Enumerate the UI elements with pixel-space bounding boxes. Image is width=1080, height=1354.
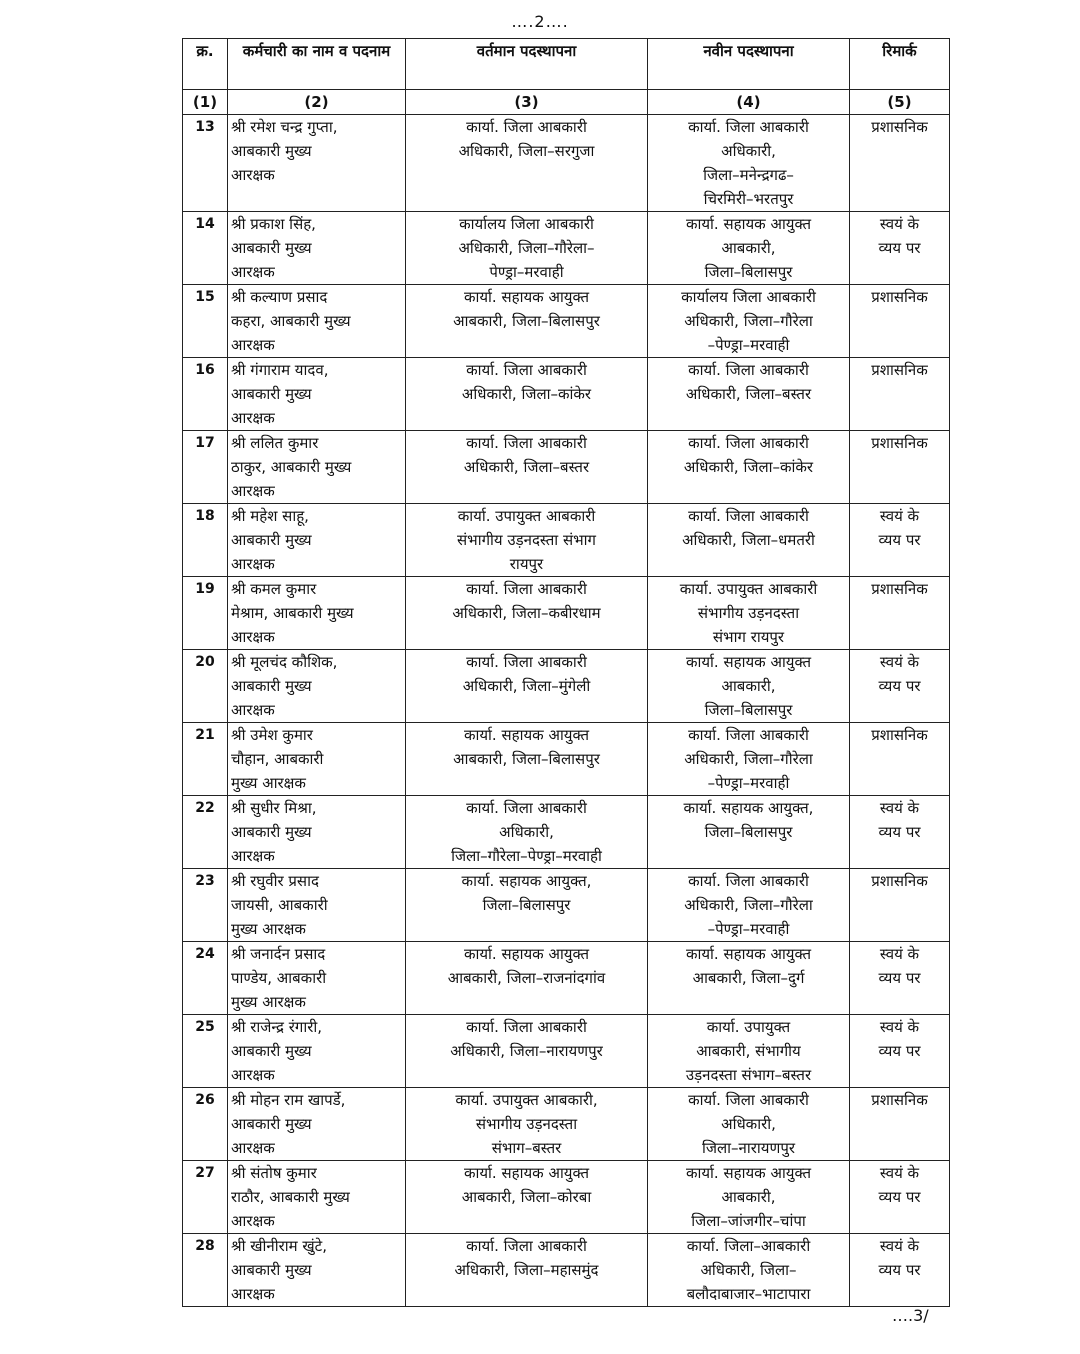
- new-posting-cell-text: कार्यालय जिला आबकारी अधिकारी, जिला–गौरेला –पेण्ड्रा–मरवाही: [681, 288, 816, 354]
- remark-cell: [850, 1234, 950, 1307]
- current-posting-cell: [406, 1234, 648, 1307]
- remark-cell-text: स्वयं के व्यय पर: [878, 1164, 921, 1206]
- remark-cell-text: प्रशासनिक: [871, 872, 928, 890]
- current-posting-cell: [406, 796, 648, 869]
- new-posting-cell-text: कार्या. जिला–आबकारी अधिकारी, जिला– बलौदाबाजार–भाटापारा: [686, 1237, 811, 1303]
- remark-cell-text: प्रशासनिक: [871, 434, 928, 452]
- current-posting-cell: [406, 212, 648, 285]
- serial-number-cell: [183, 796, 228, 869]
- table-row: [183, 1088, 950, 1161]
- remark-cell-text: प्रशासनिक: [871, 361, 928, 379]
- serial-number-cell-text: 27: [195, 1165, 215, 1181]
- serial-number-cell: [183, 1234, 228, 1307]
- employee-name-cell: [228, 723, 406, 796]
- new-posting-cell: [648, 723, 850, 796]
- serial-number-cell: [183, 1161, 228, 1234]
- employee-name-cell-text: श्री उमेश कुमार चौहान, आबकारी मुख्य आरक्षक: [231, 726, 324, 792]
- new-posting-cell: [648, 212, 850, 285]
- remark-cell: [850, 285, 950, 358]
- serial-number-cell: [183, 650, 228, 723]
- employee-name-cell: [228, 942, 406, 1015]
- employee-name-cell: [228, 431, 406, 504]
- employee-name-cell-text: श्री रघुवीर प्रसाद जायसी, आबकारी मुख्य आरक्षक: [231, 872, 328, 938]
- employee-name-cell: [228, 285, 406, 358]
- serial-number-cell-text: 18: [195, 508, 215, 524]
- current-posting-cell-text: कार्या. सहायक आयुक्त आबकारी, जिला–बिलासपुर: [453, 288, 600, 330]
- current-posting-cell-text: कार्या. सहायक आयुक्त, जिला–बिलासपुर: [461, 872, 592, 914]
- serial-number-cell: [183, 285, 228, 358]
- remark-cell-text: स्वयं के व्यय पर: [878, 215, 921, 257]
- current-posting-cell: [406, 650, 648, 723]
- table-row: [183, 723, 950, 796]
- new-posting-cell: [648, 115, 850, 212]
- employee-name-cell-text: श्री सुधीर मिश्रा, आबकारी मुख्य आरक्षक: [231, 799, 317, 865]
- new-posting-cell: [648, 504, 850, 577]
- current-posting-cell: [406, 1161, 648, 1234]
- table-row: [183, 431, 950, 504]
- new-posting-cell: [648, 1234, 850, 1307]
- table-row: [183, 650, 950, 723]
- table-row: [183, 358, 950, 431]
- serial-number-cell: [183, 431, 228, 504]
- employee-name-cell: [228, 358, 406, 431]
- current-posting-cell-text: कार्या. सहायक आयुक्त आबकारी, जिला–बिलासपुर: [453, 726, 600, 768]
- remark-cell-text: स्वयं के व्यय पर: [878, 1018, 921, 1060]
- remark-cell: [850, 1088, 950, 1161]
- new-posting-cell-text: कार्या. सहायक आयुक्त आबकारी, जिला–बिलासपुर: [685, 215, 812, 281]
- serial-number-cell-text: 21: [195, 727, 215, 743]
- column-number-row: [183, 90, 950, 115]
- remark-cell: [850, 1161, 950, 1234]
- serial-number-cell-text: 24: [195, 946, 215, 962]
- current-posting-cell-text: कार्या. जिला आबकारी अधिकारी, जिला–कांकेर: [461, 361, 592, 403]
- current-posting-cell: [406, 723, 648, 796]
- transfer-table: [182, 38, 950, 1307]
- employee-name-cell: [228, 650, 406, 723]
- new-posting-cell-text: कार्या. उपायुक्त आबकारी संभागीय उड़नदस्ता संभाग रायपुर: [679, 580, 818, 646]
- current-posting-cell: [406, 285, 648, 358]
- employee-name-cell: [228, 1088, 406, 1161]
- serial-number-cell-text: 13: [195, 119, 215, 135]
- table-row: [183, 1015, 950, 1088]
- remark-cell: [850, 358, 950, 431]
- employee-name-cell-text: श्री कल्याण प्रसाद कहरा, आबकारी मुख्य आरक्षक: [231, 288, 351, 354]
- remark-cell: [850, 431, 950, 504]
- serial-number-cell: [183, 1088, 228, 1161]
- table-row: [183, 869, 950, 942]
- employee-name-cell-text: श्री प्रकाश सिंह, आबकारी मुख्य आरक्षक: [231, 215, 316, 281]
- remark-cell-text: स्वयं के व्यय पर: [878, 799, 921, 841]
- current-posting-cell: [406, 577, 648, 650]
- remark-cell: [850, 796, 950, 869]
- header-current-posting: वर्तमान पदस्थापना: [406, 39, 648, 90]
- employee-name-cell-text: श्री खीनीराम खुंटे, आबकारी मुख्य आरक्षक: [231, 1237, 327, 1303]
- new-posting-cell: [648, 796, 850, 869]
- new-posting-cell-text: कार्या. सहायक आयुक्त आबकारी, जिला–जांजगीर–चांपा: [685, 1164, 812, 1230]
- remark-cell: [850, 115, 950, 212]
- current-posting-cell: [406, 115, 648, 212]
- header-serial: क्र.: [183, 39, 228, 90]
- remark-cell: [850, 869, 950, 942]
- remark-cell-text: स्वयं के व्यय पर: [878, 653, 921, 695]
- table-row: [183, 1234, 950, 1307]
- employee-name-cell-text: श्री गंगाराम यादव, आबकारी मुख्य आरक्षक: [231, 361, 329, 427]
- table-row: [183, 796, 950, 869]
- new-posting-cell-text: कार्या. सहायक आयुक्त आबकारी, जिला–बिलासपुर: [685, 653, 812, 719]
- new-posting-cell: [648, 1015, 850, 1088]
- header-new-posting: नवीन पदस्थापना: [648, 39, 850, 90]
- employee-name-cell-text: श्री मूलचंद कौशिक, आबकारी मुख्य आरक्षक: [231, 653, 338, 719]
- serial-number-cell-text: 16: [195, 362, 215, 378]
- serial-number-cell: [183, 723, 228, 796]
- serial-number-cell-text: 20: [195, 654, 215, 670]
- employee-name-cell: [228, 577, 406, 650]
- employee-name-cell: [228, 1015, 406, 1088]
- new-posting-cell-text: कार्या. जिला आबकारी अधिकारी, जिला–धमतरी: [682, 507, 815, 549]
- table-row: [183, 577, 950, 650]
- remark-cell-text: प्रशासनिक: [871, 726, 928, 744]
- employee-name-cell-text: श्री कमल कुमार मेश्राम, आबकारी मुख्य आरक्षक: [231, 580, 354, 646]
- new-posting-cell: [648, 869, 850, 942]
- remark-cell: [850, 504, 950, 577]
- remark-cell-text: प्रशासनिक: [871, 288, 928, 306]
- current-posting-cell-text: कार्या. जिला आबकारी अधिकारी, जिला–कबीरधाम: [452, 580, 601, 622]
- employee-name-cell: [228, 1234, 406, 1307]
- serial-number-cell-text: 25: [195, 1019, 215, 1035]
- header-remark: रिमार्क: [850, 39, 950, 90]
- new-posting-cell-text: कार्या. उपायुक्त आबकारी, संभागीय उड़नदस्ता संभाग–बस्तर: [685, 1018, 812, 1084]
- employee-name-cell: [228, 1161, 406, 1234]
- current-posting-cell: [406, 358, 648, 431]
- table-row: [183, 285, 950, 358]
- employee-name-cell-text: श्री राजेन्द्र रंगारी, आबकारी मुख्य आरक्षक: [231, 1018, 323, 1084]
- new-posting-cell: [648, 577, 850, 650]
- current-posting-cell: [406, 869, 648, 942]
- new-posting-cell-text: कार्या. जिला आबकारी अधिकारी, जिला–गौरेला –पेण्ड्रा–मरवाही: [684, 726, 813, 792]
- remark-cell: [850, 942, 950, 1015]
- remark-cell-text: प्रशासनिक: [871, 580, 928, 598]
- employee-name-cell-text: श्री ललित कुमार ठाकुर, आबकारी मुख्य आरक्षक: [231, 434, 352, 500]
- new-posting-cell: [648, 942, 850, 1015]
- new-posting-cell-text: कार्या. जिला आबकारी अधिकारी, जिला–मनेन्द्रगढ– चिरमिरी–भरतपुर: [688, 118, 809, 208]
- serial-number-cell: [183, 942, 228, 1015]
- current-posting-cell-text: कार्या. सहायक आयुक्त आबकारी, जिला–कोरबा: [461, 1164, 592, 1206]
- serial-number-cell-text: 22: [195, 800, 215, 816]
- serial-number-cell-text: 28: [195, 1238, 215, 1254]
- current-posting-cell-text: कार्या. जिला आबकारी अधिकारी, जिला–महासमुंद: [454, 1237, 599, 1279]
- current-posting-cell-text: कार्या. जिला आबकारी अधिकारी, जिला–गौरेला–पेण्ड्रा–मरवाही: [451, 799, 602, 865]
- employee-name-cell-text: श्री महेश साहू, आबकारी मुख्य आरक्षक: [231, 507, 312, 573]
- employee-name-cell: [228, 869, 406, 942]
- remark-cell-text: स्वयं के व्यय पर: [878, 507, 921, 549]
- new-posting-cell-text: कार्या. जिला आबकारी अधिकारी, जिला–गौरेला –पेण्ड्रा–मरवाही: [684, 872, 813, 938]
- remark-cell: [850, 650, 950, 723]
- table-row: [183, 212, 950, 285]
- new-posting-cell: [648, 431, 850, 504]
- current-posting-cell: [406, 1088, 648, 1161]
- serial-number-cell: [183, 577, 228, 650]
- current-posting-cell: [406, 942, 648, 1015]
- table-row: [183, 115, 950, 212]
- header-employee-name: कर्मचारी का नाम व पदनाम: [228, 39, 406, 90]
- table-row: [183, 942, 950, 1015]
- serial-number-cell-text: 14: [195, 216, 215, 232]
- remark-cell-text: प्रशासनिक: [871, 1091, 928, 1109]
- current-posting-cell-text: कार्या. सहायक आयुक्त आबकारी, जिला–राजनांदगांव: [447, 945, 606, 987]
- remark-cell-text: स्वयं के व्यय पर: [878, 1237, 921, 1279]
- employee-name-cell: [228, 504, 406, 577]
- serial-number-cell-text: 17: [195, 435, 215, 451]
- employee-name-cell: [228, 796, 406, 869]
- column-number: (4): [648, 90, 850, 115]
- page-number-bottom: ….3/: [892, 1306, 929, 1325]
- serial-number-cell: [183, 504, 228, 577]
- current-posting-cell-text: कार्या. जिला आबकारी अधिकारी, जिला–बस्तर: [463, 434, 590, 476]
- current-posting-cell: [406, 1015, 648, 1088]
- new-posting-cell-text: कार्या. सहायक आयुक्त, जिला–बिलासपुर: [683, 799, 814, 841]
- current-posting-cell-text: कार्या. जिला आबकारी अधिकारी, जिला–मुंगेली: [462, 653, 591, 695]
- table-row: [183, 504, 950, 577]
- serial-number-cell: [183, 358, 228, 431]
- serial-number-cell-text: 26: [195, 1092, 215, 1108]
- column-number: (1): [183, 90, 228, 115]
- remark-cell-text: स्वयं के व्यय पर: [878, 945, 921, 987]
- serial-number-cell-text: 23: [195, 873, 215, 889]
- current-posting-cell-text: कार्या. जिला आबकारी अधिकारी, जिला–सरगुजा: [458, 118, 595, 160]
- current-posting-cell-text: कार्या. उपायुक्त आबकारी, संभागीय उड़नदस्ता संभाग–बस्तर: [455, 1091, 598, 1157]
- column-number: (3): [406, 90, 648, 115]
- new-posting-cell: [648, 1088, 850, 1161]
- employee-name-cell: [228, 115, 406, 212]
- new-posting-cell-text: कार्या. जिला आबकारी अधिकारी, जिला–कांकेर: [683, 434, 814, 476]
- current-posting-cell-text: कार्या. उपायुक्त आबकारी संभागीय उड़नदस्ता संभाग रायपुर: [457, 507, 596, 573]
- new-posting-cell: [648, 285, 850, 358]
- serial-number-cell-text: 15: [195, 289, 215, 305]
- header-row: [183, 39, 950, 90]
- table-row: [183, 1161, 950, 1234]
- current-posting-cell: [406, 504, 648, 577]
- new-posting-cell-text: कार्या. जिला आबकारी अधिकारी, जिला–बस्तर: [685, 361, 812, 403]
- remark-cell: [850, 212, 950, 285]
- new-posting-cell-text: कार्या. सहायक आयुक्त आबकारी, जिला–दुर्ग: [685, 945, 812, 987]
- new-posting-cell: [648, 650, 850, 723]
- new-posting-cell-text: कार्या. जिला आबकारी अधिकारी, जिला–नारायणपुर: [688, 1091, 809, 1157]
- current-posting-cell-text: कार्यालय जिला आबकारी अधिकारी, जिला–गौरेला– पेण्ड्रा–मरवाही: [458, 215, 595, 281]
- table-body: [183, 115, 950, 1307]
- serial-number-cell: [183, 212, 228, 285]
- serial-number-cell: [183, 115, 228, 212]
- new-posting-cell: [648, 358, 850, 431]
- column-number: (5): [850, 90, 950, 115]
- serial-number-cell-text: 19: [195, 581, 215, 597]
- employee-name-cell: [228, 212, 406, 285]
- serial-number-cell: [183, 869, 228, 942]
- employee-name-cell-text: श्री रमेश चन्द्र गुप्ता, आबकारी मुख्य आरक्षक: [231, 118, 338, 184]
- column-number: (2): [228, 90, 406, 115]
- employee-name-cell-text: श्री जनार्दन प्रसाद पाण्डेय, आबकारी मुख्य आरक्षक: [231, 945, 327, 1011]
- serial-number-cell: [183, 1015, 228, 1088]
- new-posting-cell: [648, 1161, 850, 1234]
- employee-name-cell-text: श्री मोहन राम खापर्डे, आबकारी मुख्य आरक्षक: [231, 1091, 346, 1157]
- current-posting-cell: [406, 431, 648, 504]
- employee-name-cell-text: श्री संतोष कुमार राठौर, आबकारी मुख्य आरक्षक: [231, 1164, 350, 1230]
- remark-cell: [850, 1015, 950, 1088]
- remark-cell-text: प्रशासनिक: [871, 118, 928, 136]
- remark-cell: [850, 577, 950, 650]
- page-number-top: ….2….: [511, 12, 569, 31]
- remark-cell: [850, 723, 950, 796]
- current-posting-cell-text: कार्या. जिला आबकारी अधिकारी, जिला–नारायणपुर: [450, 1018, 603, 1060]
